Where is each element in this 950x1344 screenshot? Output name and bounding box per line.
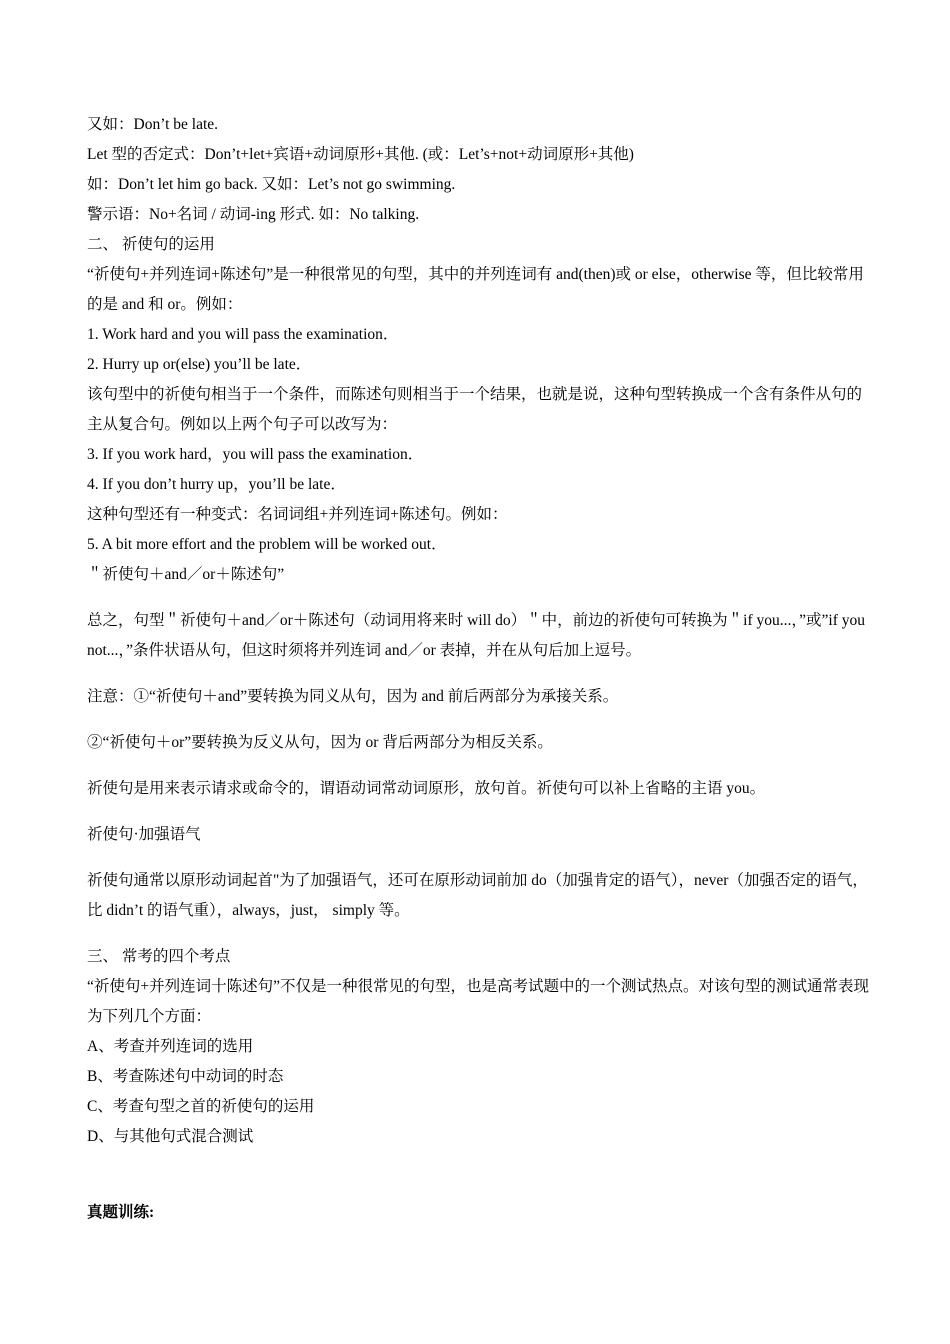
section-heading: 二、 祈使句的运用	[87, 236, 215, 253]
rule-line: Let 型的否定式：Don’t+let+宾语+动词原形+其他. (或：Let’s+not+动词原形+其他)	[87, 146, 634, 163]
paragraph: 这种句型还有一种变式：名词词组+并列连词+陈述句。例如：	[87, 506, 508, 523]
note-line: 注意：①“祈使句＋and”要转换为同义从句，因为 and 前后两部分为承接关系。	[87, 688, 619, 705]
list-item: D、与其他句式混合测试	[87, 1128, 254, 1145]
paragraph: “祈使句+并列连词+陈述句”是一种很常见的句型，其中的并列连词有 and(then)或 or else，otherwise 等，但比较常用的是 and 和 or。例如：	[87, 266, 864, 313]
pattern-line: ＂祈使句＋and／or＋陈述句”	[87, 566, 285, 583]
note-line: ②“祈使句＋or”要转换为反义从句，因为 or 背后两部分为相反关系。	[87, 734, 553, 751]
document-page	[87, 110, 877, 1228]
section-title-exercises: 真题训练:	[87, 1204, 155, 1221]
example-sentence: 1. Work hard and you will pass the examination．	[87, 326, 399, 343]
example-sentence: 5. A bit more effort and the problem will be worked out．	[87, 536, 447, 553]
example-sentence: 3. If you work hard，you will pass the examination．	[87, 446, 424, 463]
rule-line: 警示语：No+名词 / 动词-ing 形式. 如：No talking.	[87, 206, 420, 223]
paragraph: 祈使句通常以原形动词起首"为了加强语气，还可在原形动词前加 do（加强肯定的语气），never（加强否定的语气，比 didn’t 的语气重），always，just， simply 等。	[87, 872, 868, 919]
list-item: C、考查句型之首的祈使句的运用	[87, 1098, 315, 1115]
list-item: B、考查陈述句中动词的时态	[87, 1068, 284, 1085]
example-line: 如：Don’t let him go back. 又如：Let’s not go swimming.	[87, 176, 456, 193]
example-sentence: 4. If you don’t hurry up，you’ll be late．	[87, 476, 346, 493]
section-heading: 三、 常考的四个考点	[87, 948, 231, 965]
example-sentence: 2. Hurry up or(else) you’ll be late．	[87, 356, 312, 373]
list-item: A、考查并列连词的选用	[87, 1038, 254, 1055]
paragraph: “祈使句+并列连词十陈述句”不仅是一种很常见的句型，也是高考试题中的一个测试热点。对该句型的测试通常表现为下列几个方面：	[87, 978, 870, 1025]
paragraph: 总之，句型＂祈使句＋and／or＋陈述句（动词用将来时 will do）＂中，前边的祈使句可转换为＂if you...，”或”if you not...，”条件状语从句，但这时须将并列连词 and／or 表掉，并在从句后加上逗号。	[87, 612, 865, 659]
example-line: 又如：Don’t be late.	[87, 116, 219, 133]
subheading: 祈使句·加强语气	[87, 826, 201, 843]
paragraph: 祈使句是用来表示请求或命令的，谓语动词常动词原形，放句首。祈使句可以补上省略的主语 you。	[87, 780, 766, 797]
paragraph: 该句型中的祈使句相当于一个条件，而陈述句则相当于一个结果，也就是说，这种句型转换成一个含有条件从句的主从复合句。例如以上两个句子可以改写为：	[87, 386, 863, 433]
